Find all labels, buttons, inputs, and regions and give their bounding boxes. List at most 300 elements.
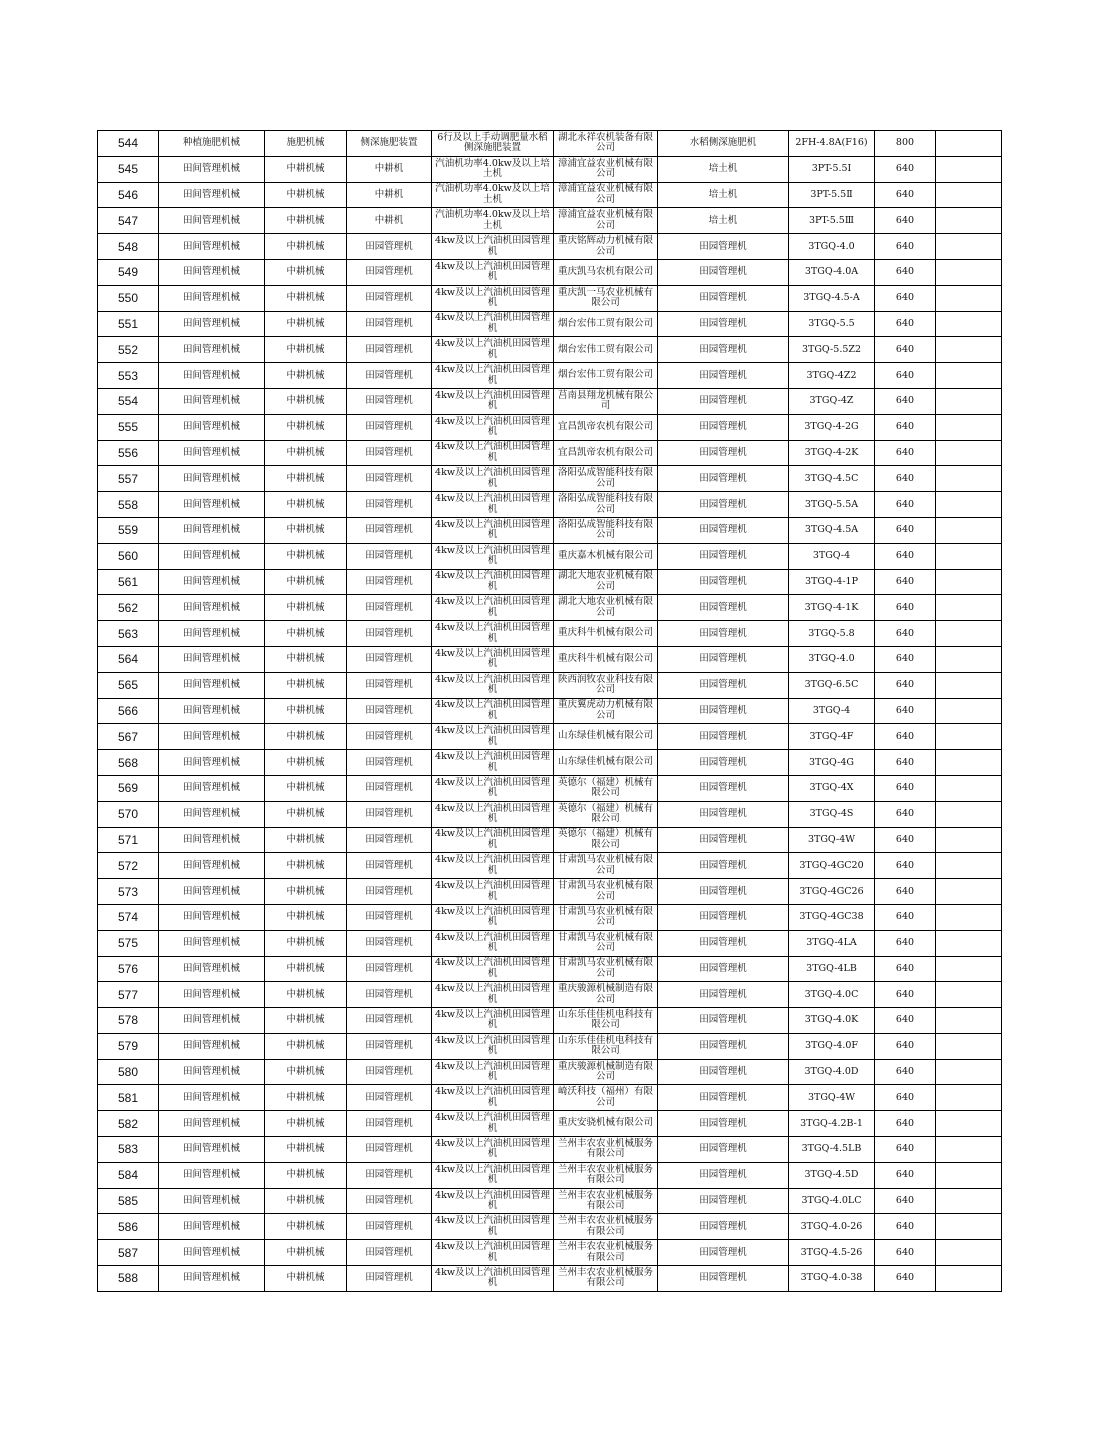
- subsidy-amount-cell: 640: [875, 801, 936, 827]
- model-cell: 3TGQ-4F: [789, 724, 875, 750]
- product-name-cell: 水稻侧深施肥机: [658, 131, 789, 157]
- serial-number-cell: 556: [98, 440, 159, 466]
- serial-number-cell: 570: [98, 801, 159, 827]
- table-row: [98, 156, 1002, 182]
- subcategory-cell: 中耕机械: [265, 543, 347, 569]
- product-name-cell: 田园管理机: [658, 1085, 789, 1111]
- serial-number-cell: 565: [98, 672, 159, 698]
- serial-number-cell: 573: [98, 879, 159, 905]
- item-cell: 田园管理机: [347, 234, 432, 260]
- subsidy-amount-cell: 640: [875, 182, 936, 208]
- manufacturer-cell: 湖北大地农业机械有限公司: [554, 569, 658, 595]
- subcategory-cell: 中耕机械: [265, 698, 347, 724]
- category-cell: 田间管理机械: [159, 982, 265, 1008]
- table-row: [98, 982, 1002, 1008]
- category-cell: 田间管理机械: [159, 879, 265, 905]
- manufacturer-cell: 重庆安骁机械有限公司: [554, 1111, 658, 1137]
- grade-description-cell: 4kw及以上汽油机田园管理机: [432, 285, 554, 311]
- category-cell: 田间管理机械: [159, 543, 265, 569]
- item-cell: 田园管理机: [347, 930, 432, 956]
- product-name-cell: 田园管理机: [658, 492, 789, 518]
- model-cell: 3TGQ-4LB: [789, 956, 875, 982]
- grade-description-cell: 4kw及以上汽油机田园管理机: [432, 1188, 554, 1214]
- subcategory-cell: 中耕机械: [265, 337, 347, 363]
- subsidy-amount-cell: 640: [875, 259, 936, 285]
- table-row: [98, 930, 1002, 956]
- remarks-cell: [936, 311, 1002, 337]
- subsidy-amount-cell: 640: [875, 621, 936, 647]
- subcategory-cell: 中耕机械: [265, 1033, 347, 1059]
- remarks-cell: [936, 621, 1002, 647]
- model-cell: 3PT-5.5Ⅱ: [789, 182, 875, 208]
- subsidy-amount-cell: 640: [875, 388, 936, 414]
- subsidy-amount-cell: 640: [875, 956, 936, 982]
- table-row: [98, 414, 1002, 440]
- item-cell: 田园管理机: [347, 775, 432, 801]
- remarks-cell: [936, 1162, 1002, 1188]
- remarks-cell: [936, 234, 1002, 260]
- serial-number-cell: 577: [98, 982, 159, 1008]
- table-row: [98, 492, 1002, 518]
- remarks-cell: [936, 646, 1002, 672]
- serial-number-cell: 562: [98, 595, 159, 621]
- item-cell: 田园管理机: [347, 543, 432, 569]
- table-row: [98, 440, 1002, 466]
- product-name-cell: 田园管理机: [658, 1059, 789, 1085]
- serial-number-cell: 587: [98, 1240, 159, 1266]
- model-cell: 3TGQ-4GC26: [789, 879, 875, 905]
- model-cell: 3TGQ-4-1P: [789, 569, 875, 595]
- item-cell: 田园管理机: [347, 672, 432, 698]
- product-name-cell: 田园管理机: [658, 259, 789, 285]
- item-cell: 田园管理机: [347, 904, 432, 930]
- subcategory-cell: 中耕机械: [265, 492, 347, 518]
- table-row: [98, 879, 1002, 905]
- serial-number-cell: 553: [98, 363, 159, 389]
- table-row: [98, 853, 1002, 879]
- serial-number-cell: 554: [98, 388, 159, 414]
- item-cell: 田园管理机: [347, 569, 432, 595]
- serial-number-cell: 564: [98, 646, 159, 672]
- serial-number-cell: 555: [98, 414, 159, 440]
- serial-number-cell: 567: [98, 724, 159, 750]
- remarks-cell: [936, 259, 1002, 285]
- table-row: [98, 259, 1002, 285]
- product-name-cell: 培土机: [658, 156, 789, 182]
- grade-description-cell: 6行及以上手动调肥量水稻侧深施肥装置: [432, 131, 554, 157]
- model-cell: 3TGQ-4-2G: [789, 414, 875, 440]
- item-cell: 田园管理机: [347, 724, 432, 750]
- subcategory-cell: 中耕机械: [265, 1008, 347, 1034]
- grade-description-cell: 4kw及以上汽油机田园管理机: [432, 904, 554, 930]
- item-cell: 田园管理机: [347, 1008, 432, 1034]
- product-name-cell: 田园管理机: [658, 956, 789, 982]
- subcategory-cell: 施肥机械: [265, 131, 347, 157]
- category-cell: 田间管理机械: [159, 517, 265, 543]
- product-name-cell: 田园管理机: [658, 1033, 789, 1059]
- serial-number-cell: 552: [98, 337, 159, 363]
- item-cell: 田园管理机: [347, 259, 432, 285]
- model-cell: 3TGQ-4.0A: [789, 259, 875, 285]
- remarks-cell: [936, 363, 1002, 389]
- serial-number-cell: 583: [98, 1137, 159, 1163]
- subcategory-cell: 中耕机械: [265, 1240, 347, 1266]
- manufacturer-cell: 宜昌凯帝农机有限公司: [554, 440, 658, 466]
- product-name-cell: 田园管理机: [658, 517, 789, 543]
- subsidy-amount-cell: 640: [875, 234, 936, 260]
- remarks-cell: [936, 1033, 1002, 1059]
- product-name-cell: 田园管理机: [658, 466, 789, 492]
- grade-description-cell: 4kw及以上汽油机田园管理机: [432, 827, 554, 853]
- category-cell: 田间管理机械: [159, 1059, 265, 1085]
- subsidy-amount-cell: 640: [875, 672, 936, 698]
- model-cell: 3TGQ-4Z2: [789, 363, 875, 389]
- manufacturer-cell: 甘肃凯马农业机械有限公司: [554, 904, 658, 930]
- subcategory-cell: 中耕机械: [265, 879, 347, 905]
- product-name-cell: 田园管理机: [658, 388, 789, 414]
- table-row: [98, 750, 1002, 776]
- subcategory-cell: 中耕机械: [265, 750, 347, 776]
- subcategory-cell: 中耕机械: [265, 724, 347, 750]
- category-cell: 田间管理机械: [159, 1137, 265, 1163]
- item-cell: 田园管理机: [347, 1162, 432, 1188]
- product-name-cell: 田园管理机: [658, 543, 789, 569]
- manufacturer-cell: 甘肃凯马农业机械有限公司: [554, 879, 658, 905]
- subsidy-amount-cell: 640: [875, 1266, 936, 1292]
- manufacturer-cell: 重庆骏源机械制造有限公司: [554, 982, 658, 1008]
- remarks-cell: [936, 879, 1002, 905]
- category-cell: 田间管理机械: [159, 724, 265, 750]
- table-row: [98, 595, 1002, 621]
- subsidy-amount-cell: 640: [875, 440, 936, 466]
- subcategory-cell: 中耕机械: [265, 156, 347, 182]
- model-cell: 3TGQ-4.5-A: [789, 285, 875, 311]
- model-cell: 3TGQ-4.0: [789, 646, 875, 672]
- subcategory-cell: 中耕机械: [265, 259, 347, 285]
- remarks-cell: [936, 956, 1002, 982]
- subsidy-amount-cell: 640: [875, 724, 936, 750]
- subcategory-cell: 中耕机械: [265, 1188, 347, 1214]
- manufacturer-cell: 重庆铭辉动力机械有限公司: [554, 234, 658, 260]
- subsidy-amount-cell: 640: [875, 853, 936, 879]
- manufacturer-cell: 湖北永祥农机装备有限公司: [554, 131, 658, 157]
- subcategory-cell: 中耕机械: [265, 1085, 347, 1111]
- model-cell: 3TGQ-5.5A: [789, 492, 875, 518]
- remarks-cell: [936, 595, 1002, 621]
- serial-number-cell: 550: [98, 285, 159, 311]
- manufacturer-cell: 陕西润牧农业科技有限公司: [554, 672, 658, 698]
- subsidy-amount-cell: 640: [875, 982, 936, 1008]
- subcategory-cell: 中耕机械: [265, 182, 347, 208]
- manufacturer-cell: 重庆凯马农机有限公司: [554, 259, 658, 285]
- table-row: [98, 131, 1002, 157]
- remarks-cell: [936, 1266, 1002, 1292]
- subsidy-amount-cell: 800: [875, 131, 936, 157]
- manufacturer-cell: 漳浦宜益农业机械有限公司: [554, 208, 658, 234]
- remarks-cell: [936, 1059, 1002, 1085]
- subsidy-amount-cell: 640: [875, 156, 936, 182]
- grade-description-cell: 4kw及以上汽油机田园管理机: [432, 982, 554, 1008]
- manufacturer-cell: 漳浦宜益农业机械有限公司: [554, 182, 658, 208]
- serial-number-cell: 581: [98, 1085, 159, 1111]
- remarks-cell: [936, 388, 1002, 414]
- serial-number-cell: 568: [98, 750, 159, 776]
- product-name-cell: 田园管理机: [658, 1008, 789, 1034]
- category-cell: 田间管理机械: [159, 337, 265, 363]
- manufacturer-cell: 甘肃凯马农业机械有限公司: [554, 853, 658, 879]
- category-cell: 田间管理机械: [159, 801, 265, 827]
- item-cell: 田园管理机: [347, 750, 432, 776]
- grade-description-cell: 4kw及以上汽油机田园管理机: [432, 646, 554, 672]
- table-row: [98, 1162, 1002, 1188]
- grade-description-cell: 4kw及以上汽油机田园管理机: [432, 672, 554, 698]
- subcategory-cell: 中耕机械: [265, 414, 347, 440]
- manufacturer-cell: 山东乐佳佳机电科技有限公司: [554, 1008, 658, 1034]
- model-cell: 3TGQ-4.0D: [789, 1059, 875, 1085]
- category-cell: 田间管理机械: [159, 388, 265, 414]
- serial-number-cell: 545: [98, 156, 159, 182]
- manufacturer-cell: 烟台宏伟工贸有限公司: [554, 311, 658, 337]
- manufacturer-cell: 山东绿佳机械有限公司: [554, 724, 658, 750]
- item-cell: 田园管理机: [347, 285, 432, 311]
- subsidy-amount-cell: 640: [875, 543, 936, 569]
- grade-description-cell: 4kw及以上汽油机田园管理机: [432, 388, 554, 414]
- table-row: [98, 1085, 1002, 1111]
- remarks-cell: [936, 1188, 1002, 1214]
- product-name-cell: 田园管理机: [658, 363, 789, 389]
- remarks-cell: [936, 337, 1002, 363]
- subcategory-cell: 中耕机械: [265, 595, 347, 621]
- grade-description-cell: 4kw及以上汽油机田园管理机: [432, 698, 554, 724]
- table-row: [98, 1111, 1002, 1137]
- manufacturer-cell: 宜昌凯帝农机有限公司: [554, 414, 658, 440]
- product-name-cell: 培土机: [658, 208, 789, 234]
- serial-number-cell: 549: [98, 259, 159, 285]
- manufacturer-cell: 兰州丰农农业机械服务有限公司: [554, 1214, 658, 1240]
- product-name-cell: 田园管理机: [658, 1137, 789, 1163]
- category-cell: 田间管理机械: [159, 234, 265, 260]
- remarks-cell: [936, 1137, 1002, 1163]
- remarks-cell: [936, 414, 1002, 440]
- product-name-cell: 田园管理机: [658, 827, 789, 853]
- category-cell: 田间管理机械: [159, 1111, 265, 1137]
- table-row: [98, 337, 1002, 363]
- subsidy-amount-cell: 640: [875, 1059, 936, 1085]
- grade-description-cell: 4kw及以上汽油机田园管理机: [432, 1214, 554, 1240]
- manufacturer-cell: 洛阳弘成智能科技有限公司: [554, 466, 658, 492]
- remarks-cell: [936, 930, 1002, 956]
- item-cell: 田园管理机: [347, 363, 432, 389]
- grade-description-cell: 4kw及以上汽油机田园管理机: [432, 569, 554, 595]
- item-cell: 田园管理机: [347, 1266, 432, 1292]
- remarks-cell: [936, 492, 1002, 518]
- table-row: [98, 698, 1002, 724]
- model-cell: 3TGQ-4-1K: [789, 595, 875, 621]
- grade-description-cell: 汽油机功率4.0kw及以上培土机: [432, 156, 554, 182]
- remarks-cell: [936, 1008, 1002, 1034]
- grade-description-cell: 4kw及以上汽油机田园管理机: [432, 724, 554, 750]
- model-cell: 3TGQ-4.0-38: [789, 1266, 875, 1292]
- category-cell: 田间管理机械: [159, 182, 265, 208]
- grade-description-cell: 4kw及以上汽油机田园管理机: [432, 775, 554, 801]
- model-cell: 3TGQ-4-2K: [789, 440, 875, 466]
- remarks-cell: [936, 131, 1002, 157]
- subcategory-cell: 中耕机械: [265, 621, 347, 647]
- product-name-cell: 田园管理机: [658, 853, 789, 879]
- product-name-cell: 田园管理机: [658, 595, 789, 621]
- table-row: [98, 569, 1002, 595]
- product-name-cell: 田园管理机: [658, 904, 789, 930]
- table-row: [98, 956, 1002, 982]
- subcategory-cell: 中耕机械: [265, 853, 347, 879]
- subsidy-amount-cell: 640: [875, 750, 936, 776]
- table-row: [98, 1059, 1002, 1085]
- item-cell: 田园管理机: [347, 801, 432, 827]
- model-cell: 3TGQ-4.0K: [789, 1008, 875, 1034]
- manufacturer-cell: 英德尔（福建）机械有限公司: [554, 775, 658, 801]
- grade-description-cell: 4kw及以上汽油机田园管理机: [432, 1111, 554, 1137]
- item-cell: 田园管理机: [347, 388, 432, 414]
- serial-number-cell: 578: [98, 1008, 159, 1034]
- serial-number-cell: 584: [98, 1162, 159, 1188]
- subcategory-cell: 中耕机械: [265, 440, 347, 466]
- remarks-cell: [936, 853, 1002, 879]
- product-name-cell: 田园管理机: [658, 982, 789, 1008]
- category-cell: 田间管理机械: [159, 466, 265, 492]
- subsidy-amount-cell: 640: [875, 492, 936, 518]
- grade-description-cell: 4kw及以上汽油机田园管理机: [432, 930, 554, 956]
- model-cell: 3TGQ-5.5: [789, 311, 875, 337]
- table-row: [98, 621, 1002, 647]
- serial-number-cell: 563: [98, 621, 159, 647]
- product-name-cell: 田园管理机: [658, 1266, 789, 1292]
- model-cell: 3TGQ-5.8: [789, 621, 875, 647]
- model-cell: 3TGQ-4X: [789, 775, 875, 801]
- subsidy-amount-cell: 640: [875, 517, 936, 543]
- subsidy-amount-cell: 640: [875, 595, 936, 621]
- remarks-cell: [936, 182, 1002, 208]
- product-name-cell: 田园管理机: [658, 285, 789, 311]
- product-name-cell: 田园管理机: [658, 646, 789, 672]
- remarks-cell: [936, 827, 1002, 853]
- category-cell: 田间管理机械: [159, 1085, 265, 1111]
- category-cell: 田间管理机械: [159, 311, 265, 337]
- grade-description-cell: 4kw及以上汽油机田园管理机: [432, 492, 554, 518]
- subsidy-amount-cell: 640: [875, 775, 936, 801]
- item-cell: 田园管理机: [347, 466, 432, 492]
- remarks-cell: [936, 543, 1002, 569]
- grade-description-cell: 4kw及以上汽油机田园管理机: [432, 466, 554, 492]
- subcategory-cell: 中耕机械: [265, 285, 347, 311]
- item-cell: 田园管理机: [347, 492, 432, 518]
- subcategory-cell: 中耕机械: [265, 234, 347, 260]
- category-cell: 田间管理机械: [159, 1008, 265, 1034]
- serial-number-cell: 557: [98, 466, 159, 492]
- category-cell: 田间管理机械: [159, 595, 265, 621]
- serial-number-cell: 571: [98, 827, 159, 853]
- item-cell: 田园管理机: [347, 414, 432, 440]
- subsidy-amount-cell: 640: [875, 879, 936, 905]
- category-cell: 田间管理机械: [159, 259, 265, 285]
- remarks-cell: [936, 1240, 1002, 1266]
- serial-number-cell: 566: [98, 698, 159, 724]
- model-cell: 2FH-4.8A(F16): [789, 131, 875, 157]
- manufacturer-cell: 烟台宏伟工贸有限公司: [554, 363, 658, 389]
- manufacturer-cell: 兰州丰农农业机械服务有限公司: [554, 1137, 658, 1163]
- grade-description-cell: 4kw及以上汽油机田园管理机: [432, 337, 554, 363]
- subcategory-cell: 中耕机械: [265, 311, 347, 337]
- grade-description-cell: 4kw及以上汽油机田园管理机: [432, 621, 554, 647]
- table-row: [98, 1033, 1002, 1059]
- table-body: [98, 131, 1002, 1292]
- subcategory-cell: 中耕机械: [265, 569, 347, 595]
- subsidy-amount-cell: 640: [875, 1188, 936, 1214]
- subcategory-cell: 中耕机械: [265, 672, 347, 698]
- item-cell: 田园管理机: [347, 1111, 432, 1137]
- serial-number-cell: 551: [98, 311, 159, 337]
- model-cell: 3TGQ-4S: [789, 801, 875, 827]
- item-cell: 田园管理机: [347, 595, 432, 621]
- serial-number-cell: 569: [98, 775, 159, 801]
- item-cell: 田园管理机: [347, 311, 432, 337]
- serial-number-cell: 559: [98, 517, 159, 543]
- item-cell: 侧深施肥装置: [347, 131, 432, 157]
- category-cell: 田间管理机械: [159, 363, 265, 389]
- table-row: [98, 1137, 1002, 1163]
- category-cell: 田间管理机械: [159, 698, 265, 724]
- product-name-cell: 田园管理机: [658, 1240, 789, 1266]
- grade-description-cell: 4kw及以上汽油机田园管理机: [432, 1266, 554, 1292]
- table-row: [98, 182, 1002, 208]
- grade-description-cell: 4kw及以上汽油机田园管理机: [432, 801, 554, 827]
- category-cell: 田间管理机械: [159, 775, 265, 801]
- table-row: [98, 363, 1002, 389]
- subsidy-amount-cell: 640: [875, 698, 936, 724]
- remarks-cell: [936, 517, 1002, 543]
- subcategory-cell: 中耕机械: [265, 930, 347, 956]
- grade-description-cell: 4kw及以上汽油机田园管理机: [432, 1033, 554, 1059]
- remarks-cell: [936, 698, 1002, 724]
- product-name-cell: 田园管理机: [658, 234, 789, 260]
- model-cell: 3TGQ-4LA: [789, 930, 875, 956]
- manufacturer-cell: 重庆翼虎动力机械有限公司: [554, 698, 658, 724]
- manufacturer-cell: 漳浦宜益农业机械有限公司: [554, 156, 658, 182]
- category-cell: 田间管理机械: [159, 414, 265, 440]
- category-cell: 田间管理机械: [159, 1188, 265, 1214]
- category-cell: 田间管理机械: [159, 930, 265, 956]
- subsidy-amount-cell: 640: [875, 285, 936, 311]
- model-cell: 3TGQ-4.5LB: [789, 1137, 875, 1163]
- product-name-cell: 培土机: [658, 182, 789, 208]
- subcategory-cell: 中耕机械: [265, 208, 347, 234]
- grade-description-cell: 4kw及以上汽油机田园管理机: [432, 1137, 554, 1163]
- category-cell: 田间管理机械: [159, 285, 265, 311]
- remarks-cell: [936, 801, 1002, 827]
- category-cell: 田间管理机械: [159, 1240, 265, 1266]
- product-name-cell: 田园管理机: [658, 801, 789, 827]
- grade-description-cell: 4kw及以上汽油机田园管理机: [432, 234, 554, 260]
- serial-number-cell: 548: [98, 234, 159, 260]
- manufacturer-cell: 重庆骏源机械制造有限公司: [554, 1059, 658, 1085]
- manufacturer-cell: 甘肃凯马农业机械有限公司: [554, 930, 658, 956]
- table-row: [98, 1008, 1002, 1034]
- grade-description-cell: 4kw及以上汽油机田园管理机: [432, 363, 554, 389]
- subsidy-amount-cell: 640: [875, 1111, 936, 1137]
- item-cell: 田园管理机: [347, 1137, 432, 1163]
- subsidy-table-sheet: [97, 130, 1001, 1292]
- item-cell: 中耕机: [347, 208, 432, 234]
- item-cell: 田园管理机: [347, 698, 432, 724]
